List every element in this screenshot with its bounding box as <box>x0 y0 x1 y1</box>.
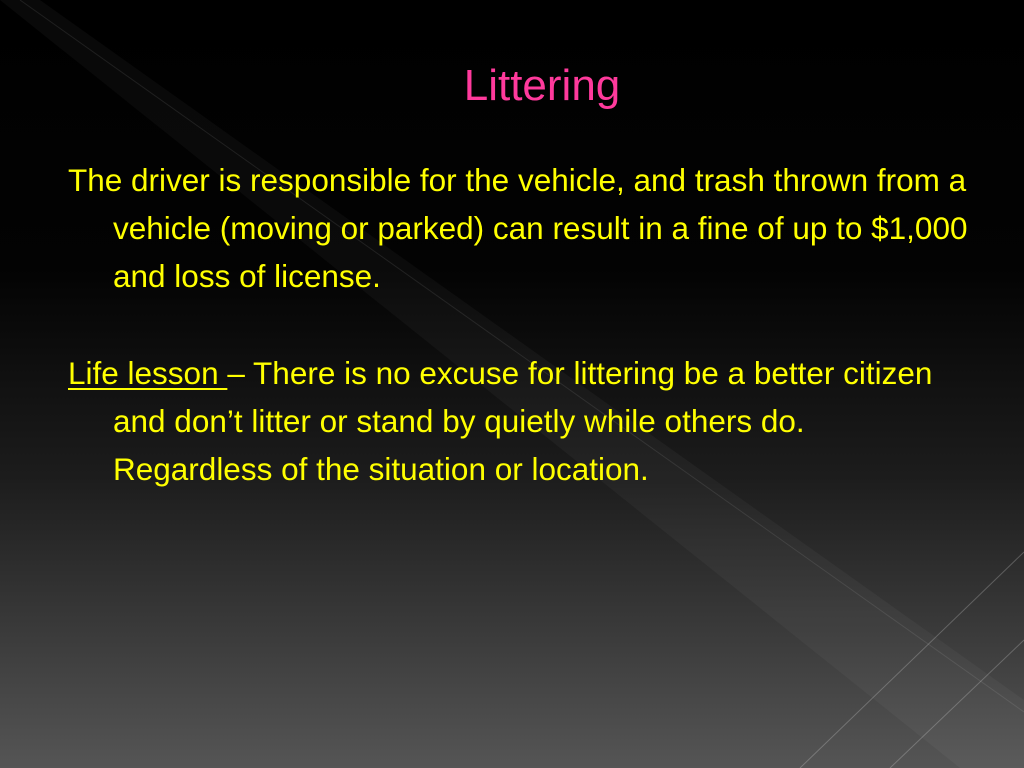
life-lesson-label: Life lesson <box>68 355 228 391</box>
paragraph-life-lesson <box>68 349 968 493</box>
paragraph-driver-responsibility: The driver is responsible for the vehicle, and trash thrown from a vehicle (moving or parked) can result in a fine of up to $1,000 and loss of license. <box>68 162 968 294</box>
slide-title: Littering <box>463 61 621 110</box>
slide-body <box>68 156 968 493</box>
life-lesson-text: – There is no excuse for littering be a better citizen and don’t litter or stand by quietly while others do. Regardless of the situation or location. <box>113 355 933 487</box>
